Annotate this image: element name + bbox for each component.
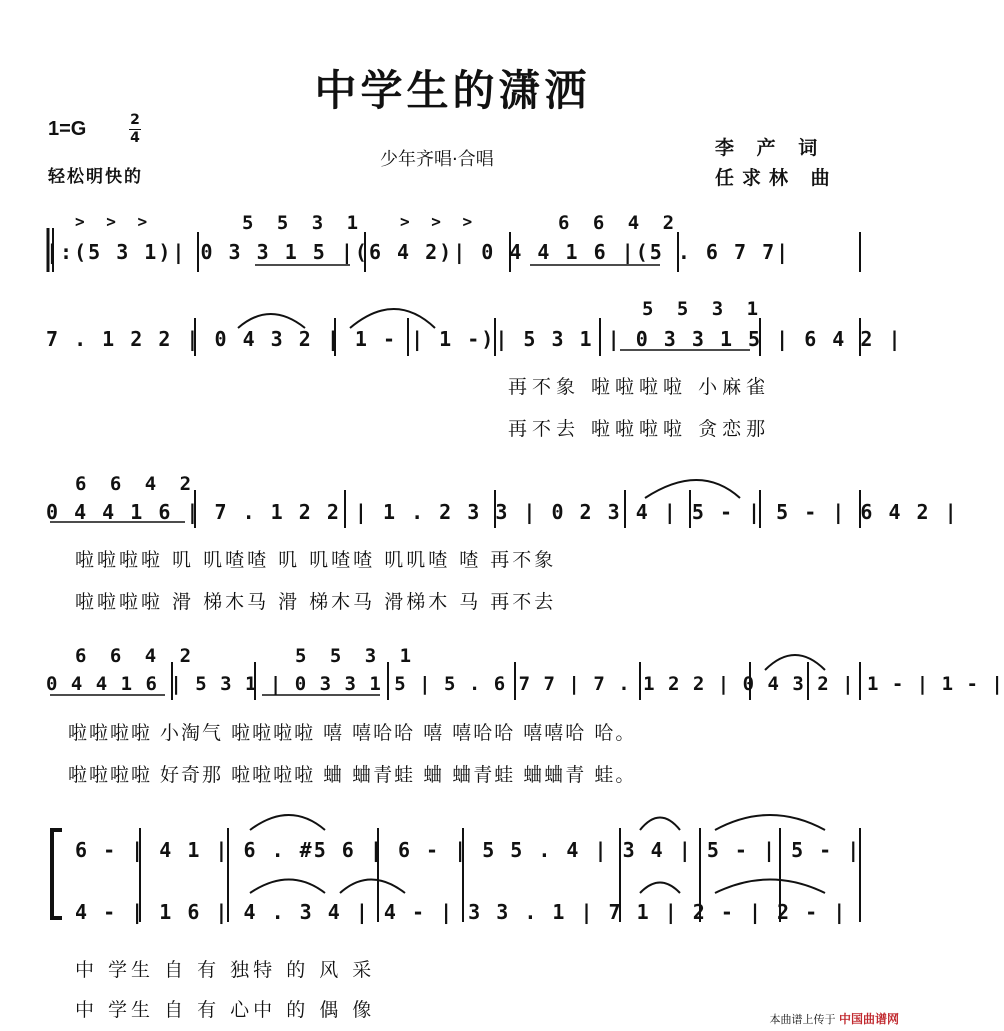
lyricist-credit: 李 产 词 [715, 137, 826, 159]
subtitle: 少年齐唱·合唱 [380, 149, 494, 170]
notation-line: 0 4 4 1 6 | 7 . 1 2 2 | 1 . 2 3 3 | 0 2 3 4 | 5 - | 5 - | 6 4 2 | [46, 500, 959, 524]
page-title: 中学生的潇洒 [314, 66, 591, 115]
lyric-verse-2: 再不去 啦啦啦啦 贪恋那 [508, 418, 771, 440]
notation-lower-part: 4 - | 1 6 | 4 . 3 4 | 4 - | 3 3 . 1 | 7 1 | 2 - | 2 - | [75, 900, 848, 924]
lyric-verse-2: 啦啦啦啦 好奇那 啦啦啦啦 蛐 蛐青蛙 蛐 蛐青蛙 蛐蛐青 蛙。 [68, 764, 637, 786]
accent-marks: > > > [75, 212, 154, 231]
harmony-above: 5 5 3 1 [242, 212, 365, 234]
lyric-verse-2: 中 学生 自 有 心中 的 偶 像 [75, 999, 376, 1021]
notation-line: |:(5 3 1)| 0 3 3 1 5 |(6 4 2)| 0 4 4 1 6 |(5 . 6 7 7| [46, 240, 791, 264]
harmony-above: 6 6 4 2 [558, 212, 681, 234]
lyric-verse-1: 啦啦啦啦 小淘气 啦啦啦啦 嘻 嘻哈哈 嘻 嘻哈哈 嘻嘻哈 哈。 [68, 722, 637, 744]
harmony-above: 5 5 3 1 [642, 298, 765, 320]
upload-note [769, 1010, 899, 1027]
lyric-verse-1: 中 学生 自 有 独特 的 风 采 [75, 959, 376, 981]
key-signature: 1=G [48, 118, 87, 140]
lyric-verse-2: 啦啦啦啦 滑 梯木马 滑 梯木马 滑梯木 马 再不去 [75, 591, 557, 613]
meter-top: 2 [130, 112, 140, 128]
harmony-above: 6 6 4 2 [75, 645, 198, 667]
time-signature [128, 113, 142, 146]
site-logo[interactable]: 中国曲谱网 [838, 1012, 899, 1026]
meter-bottom: 4 [130, 130, 140, 146]
lyric-verse-1: 再不象 啦啦啦啦 小麻雀 [508, 376, 771, 398]
notation-line: 7 . 1 2 2 | 0 4 3 2 | 1 - | 1 -)| 5 3 1 | 0 3 3 1 5 | 6 4 2 | [46, 327, 903, 351]
tempo-marking: 轻松明快的 [48, 167, 143, 187]
lyric-verse-1: 啦啦啦啦 叽 叽喳喳 叽 叽喳喳 叽叽喳 喳 再不象 [75, 549, 557, 571]
notation-upper-part: 6 - | 4 1 | 6 . #5 6 | 6 - | 5 5 . 4 | 3 4 | 5 - | 5 - | [75, 838, 862, 862]
harmony-above: 6 6 4 2 [75, 473, 198, 495]
upload-note-text: 本曲谱上传于 [769, 1013, 836, 1026]
accent-marks: > > > [400, 212, 479, 231]
harmony-above: 5 5 3 1 [295, 645, 418, 667]
composer-credit: 任求林 曲 [715, 167, 838, 189]
notation-line: 0 4 4 1 6 | 5 3 1 | 0 3 3 1 5 | 5 . 6 7 7 | 7 . 1 2 2 | 0 4 3 2 | 1 - | 1 - | [46, 673, 1004, 695]
